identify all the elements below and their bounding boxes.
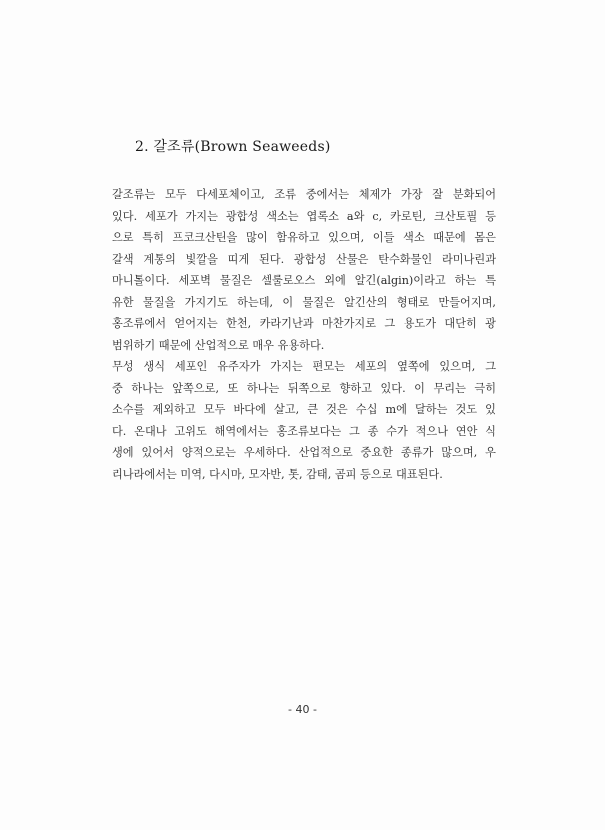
page-number: - 40 -	[288, 703, 317, 716]
text-line: 마니톨이다. 세포벽 물질은 셀룰로오스 외에 알긴(algin)이라고 하는 특	[112, 274, 496, 287]
text-line: 중 하나는 앞쪽으로, 또 하나는 뒤쪽으로 향하고 있다. 이 무리는 극히	[112, 381, 496, 395]
text-line: 갈색 계통의 빛깔을 띠게 된다. 광합성 산물은 탄수화물인 라미나린과	[112, 252, 496, 266]
text-line: 생에 있어서 양적으로는 우세하다. 산업적으로 중요한 종류가 많으며, 우	[112, 446, 496, 459]
text-line: 무성 생식 세포인 유주자가 가지는 편모는 세포의 옆쪽에 있으며, 그	[112, 360, 496, 373]
body-text	[112, 184, 496, 485]
text-line: 갈조류는 모두 다세포체이고, 조류 중에서는 체제가 가장 잘 분화되어	[112, 188, 496, 201]
paragraph-2	[112, 356, 496, 485]
paragraph-1	[112, 184, 496, 356]
section-heading: 2. 갈조류(Brown Seaweeds)	[135, 139, 331, 155]
text-line: 홍조류에서 얻어지는 한천, 카라기난과 마찬가지로 그 용도가 대단히 광	[112, 317, 496, 330]
text-line: 다. 온대나 고위도 해역에서는 홍조류보다는 그 종 수가 적으나 연안 식	[112, 424, 496, 438]
text-line: 으로 특히 프코크산틴을 많이 함유하고 있으며, 이들 색소 때문에 몸은	[112, 231, 496, 244]
text-line: 리나라에서는 미역, 다시마, 모자반, 톳, 감태, 곰피 등으로 대표된다.	[112, 467, 443, 481]
text-line: 있다. 세포가 가지는 광합성 색소는 엽록소 a와 c, 카로틴, 크산토필 등	[112, 209, 496, 223]
text-line: 소수를 제외하고 모두 바다에 살고, 큰 것은 수십 m에 달하는 것도 있	[112, 403, 496, 416]
text-line: 유한 물질을 가지기도 하는데, 이 물질은 알긴산의 형태로 만들어지며,	[112, 295, 496, 309]
text-line: 범위하기 때문에 산업적으로 매우 유용하다.	[112, 338, 325, 352]
